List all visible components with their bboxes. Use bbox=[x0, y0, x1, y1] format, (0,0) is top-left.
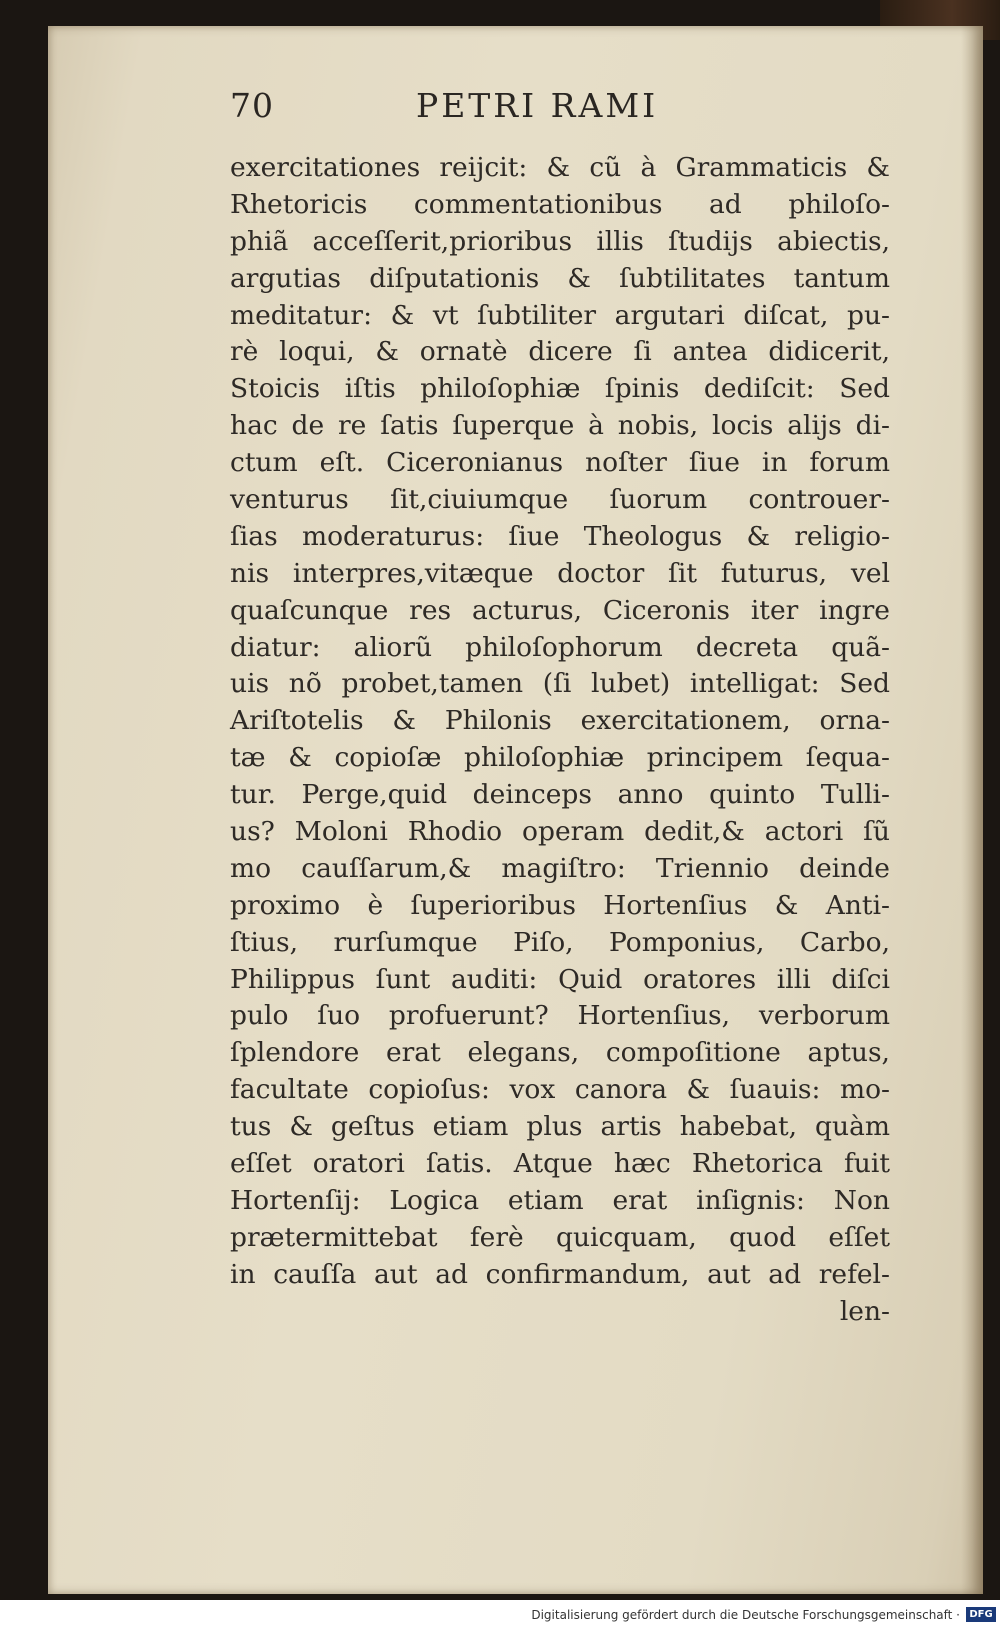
text-line: meditatur: & vt ſubtiliter argutari diſcat, pu- bbox=[230, 299, 890, 331]
funding-credit: Digitalisierung gefördert durch die Deutsche Forschungsgemeinschaft · bbox=[531, 1608, 960, 1622]
text-line: prætermittebat ferè quicquam, quod eſſet bbox=[230, 1221, 890, 1253]
text-line: Stoicis iſtis philoſophiæ ſpinis dediſcit: Sed bbox=[230, 373, 890, 405]
text-line: rè loqui, & ornatè dicere ſi antea didicerit, bbox=[230, 336, 890, 368]
text-line: nis interpres,vitæque doctor ſit futurus, vel bbox=[230, 557, 890, 589]
text-line: Philippus ſunt auditi: Quid oratores illi diſci bbox=[230, 963, 890, 995]
text-line: eſſet oratori ſatis. Atque hæc Rhetorica fuit bbox=[230, 1148, 890, 1180]
text-line: in cauſſa aut ad confirmandum, aut ad refel- bbox=[230, 1258, 890, 1290]
text-line: hac de re ſatis ſuperque à nobis, locis alijs di- bbox=[230, 410, 890, 442]
text-line: facultate copioſus: vox canora & ſuauis: mo- bbox=[230, 1074, 890, 1106]
text-line: tur. Perge,quid deinceps anno quinto Tulli- bbox=[230, 779, 890, 811]
text-line: diatur: aliorũ philoſophorum decreta quã- bbox=[230, 631, 890, 663]
text-line: proximo è ſuperioribus Hortenſius & Anti- bbox=[230, 889, 890, 921]
page-number: 70 bbox=[230, 86, 274, 125]
catchword: len- bbox=[839, 1295, 890, 1327]
text-line: us? Moloni Rhodio operam dedit,& actori ſũ bbox=[230, 816, 890, 848]
page-gutter-shadow bbox=[961, 26, 983, 1594]
dfg-logo: DFG bbox=[966, 1607, 996, 1622]
text-line: ctum eſt. Ciceronianus noſter ſiue in forum bbox=[230, 447, 890, 479]
text-line: argutias diſputationis & ſubtilitates tantum bbox=[230, 262, 890, 294]
text-line: venturus ſit,ciuiumque ſuorum controuer- bbox=[230, 484, 890, 516]
digitization-footer bbox=[0, 1602, 1000, 1629]
text-line: Rhetoricis commentationibus ad philoſo- bbox=[230, 188, 890, 220]
text-line: ſias moderaturus: ſiue Theologus & religio- bbox=[230, 520, 890, 552]
running-title: PETRI RAMI bbox=[416, 86, 659, 125]
text-line: tus & geſtus etiam plus artis habebat, quàm bbox=[230, 1111, 890, 1143]
text-line: mo cauſſarum,& magiſtro: Triennio deinde bbox=[230, 852, 890, 884]
text-line: ſplendore erat elegans, compoſitione aptus, bbox=[230, 1037, 890, 1069]
text-line: Hortenſij: Logica etiam erat inſignis: Non bbox=[230, 1184, 890, 1216]
text-line: uis nõ probet,tamen (ſi lubet) intelligat: Sed bbox=[230, 668, 890, 700]
text-line: ſtius, rurſumque Piſo, Pomponius, Carbo, bbox=[230, 926, 890, 958]
text-line: phiã acceſſerit,prioribus illis ſtudijs abiectis, bbox=[230, 225, 890, 257]
body-text bbox=[230, 150, 890, 1331]
text-line: exercitationes reijcit: & cũ à Grammaticis & bbox=[230, 152, 890, 183]
page-header bbox=[230, 86, 730, 142]
text-line: pulo ſuo profuerunt? Hortenſius, verborum bbox=[230, 1000, 890, 1032]
text-line: tæ & copioſæ philoſophiæ principem ſequa- bbox=[230, 742, 890, 774]
text-line: quaſcunque res acturus, Ciceronis iter ingre bbox=[230, 594, 890, 626]
text-line: Ariſtotelis & Philonis exercitationem, orna- bbox=[230, 705, 890, 737]
